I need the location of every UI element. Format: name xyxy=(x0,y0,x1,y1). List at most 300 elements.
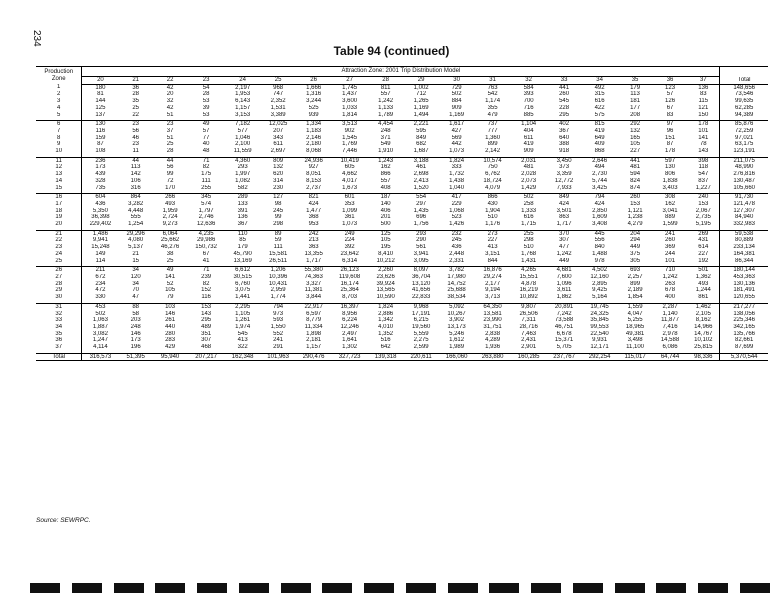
value-cell: 363 xyxy=(308,244,319,251)
row-total-cell: 211,075 xyxy=(720,157,768,164)
value-cell: 1,774 xyxy=(270,294,286,301)
value-cell: 1,426 xyxy=(449,221,465,228)
value-cell: 3,782 xyxy=(449,267,465,274)
column-header: 33 xyxy=(546,77,581,85)
value-cell: 48 xyxy=(202,148,210,155)
value-cell: 351 xyxy=(201,330,212,337)
value-cell: 4,079 xyxy=(485,184,501,191)
value-cell: 178 xyxy=(665,148,676,155)
column-total-cell: 207,217 xyxy=(187,353,225,361)
value-cell: 815 xyxy=(594,121,605,128)
value-cell: 273 xyxy=(487,230,498,237)
value-cell: 3,600 xyxy=(342,98,358,105)
value-cell: 248 xyxy=(130,323,141,330)
value-cell: 130 xyxy=(95,121,106,128)
value-cell: 7,311 xyxy=(521,317,536,324)
value-cell: 6,762 xyxy=(485,171,501,178)
value-cell: 5,350 xyxy=(92,207,108,214)
value-cell: 1,687 xyxy=(413,148,429,155)
value-cell: 4,080 xyxy=(128,237,144,244)
value-cell: 849 xyxy=(416,134,427,141)
value-cell: 2,287 xyxy=(662,303,678,310)
value-cell: 710 xyxy=(665,267,676,274)
value-cell: 203 xyxy=(130,317,141,324)
value-cell: 1,105 xyxy=(235,310,251,317)
value-cell: 328 xyxy=(95,177,106,184)
value-cell: 153 xyxy=(630,200,641,207)
value-cell: 501 xyxy=(698,267,709,274)
column-header: 32 xyxy=(511,77,546,85)
value-cell: 2,746 xyxy=(198,214,214,221)
value-cell: 289 xyxy=(237,194,248,201)
value-cell: 604 xyxy=(95,194,106,201)
value-cell: 3,403 xyxy=(662,184,678,191)
value-cell: 7,242 xyxy=(556,310,572,317)
value-cell: 2,275 xyxy=(413,337,429,344)
value-cell: 398 xyxy=(698,157,709,164)
value-cell: 8,779 xyxy=(306,317,322,324)
value-cell: 545 xyxy=(237,330,248,337)
column-header: 29 xyxy=(403,77,438,85)
value-cell: 5,137 xyxy=(128,244,144,251)
value-cell: 1,438 xyxy=(449,177,465,184)
value-cell: 2,100 xyxy=(235,141,251,148)
zone-cell: 18 xyxy=(36,208,82,215)
value-cell: 143 xyxy=(698,148,709,155)
value-cell: 11,381 xyxy=(304,287,323,294)
value-cell: 525 xyxy=(308,104,319,111)
value-cell: 56 xyxy=(132,127,140,134)
value-cell: 2,448 xyxy=(449,250,465,257)
table-row xyxy=(36,281,768,288)
value-cell: 2,260 xyxy=(378,267,394,274)
value-cell: 419 xyxy=(594,127,605,134)
value-cell: 307 xyxy=(559,237,570,244)
column-total-cell: 51,395 xyxy=(118,353,152,361)
value-cell: 295 xyxy=(201,317,212,324)
value-cell: 14,966 xyxy=(694,323,713,330)
value-cell: 3,041 xyxy=(662,207,678,214)
value-cell: 23 xyxy=(132,121,140,128)
value-cell: 15,248 xyxy=(91,244,110,251)
value-cell: 10,396 xyxy=(268,273,288,280)
value-cell: 419 xyxy=(523,141,534,148)
value-cell: 57 xyxy=(666,91,674,98)
value-cell: 28 xyxy=(166,148,174,155)
zone-cell: 33 xyxy=(36,317,82,324)
value-cell: 23,990 xyxy=(483,317,502,324)
value-cell: 201 xyxy=(380,214,391,221)
value-cell: 46,276 xyxy=(160,244,180,251)
total-header-spacer xyxy=(720,67,768,77)
value-cell: 207 xyxy=(273,127,284,134)
value-cell: 18,965 xyxy=(625,323,645,330)
zone-cell: 24 xyxy=(36,251,82,258)
value-cell: 968 xyxy=(273,84,284,91)
value-cell: 44 xyxy=(132,157,140,164)
value-cell: 204 xyxy=(630,230,641,237)
value-cell: 51 xyxy=(166,134,174,141)
value-cell: 367 xyxy=(237,221,248,228)
value-cell: 10,419 xyxy=(340,157,359,164)
value-cell: 36,398 xyxy=(91,214,110,221)
value-cell: 165 xyxy=(630,134,641,141)
value-cell: 1,334 xyxy=(306,121,322,128)
row-total-cell: 130,136 xyxy=(720,281,768,288)
column-header: 28 xyxy=(368,77,403,85)
value-cell: 1,342 xyxy=(378,317,394,324)
value-cell: 263 xyxy=(665,280,676,287)
value-cell: 693 xyxy=(630,267,641,274)
column-header: 23 xyxy=(187,77,225,85)
value-cell: 1,243 xyxy=(378,157,394,164)
value-cell: 413 xyxy=(237,337,248,344)
column-total-cell: 220,611 xyxy=(403,353,438,361)
value-cell: 375 xyxy=(630,250,641,257)
value-cell: 179 xyxy=(630,84,641,91)
zone-header-line2: Zone xyxy=(51,75,66,82)
value-cell: 162 xyxy=(665,200,676,207)
value-cell: 2,105 xyxy=(695,310,711,317)
value-cell: 12,171 xyxy=(590,344,609,351)
value-cell: 5,195 xyxy=(695,221,711,228)
value-cell: 811 xyxy=(380,84,391,91)
value-cell: 29,296 xyxy=(126,230,145,237)
value-cell: 9,931 xyxy=(592,337,608,344)
value-cell: 16,174 xyxy=(340,280,359,287)
value-cell: 1,609 xyxy=(592,214,608,221)
value-cell: 9,807 xyxy=(521,303,537,310)
row-total-cell: 453,363 xyxy=(720,274,768,281)
value-cell: 38 xyxy=(166,250,174,257)
value-cell: 314 xyxy=(273,177,284,184)
value-cell: 227 xyxy=(698,250,709,257)
value-cell: 196 xyxy=(130,344,141,351)
value-cell: 298 xyxy=(523,237,534,244)
row-total-cell: 73,546 xyxy=(720,91,768,98)
value-cell: 2,177 xyxy=(485,280,501,287)
value-cell: 3,941 xyxy=(413,250,429,257)
value-cell: 57 xyxy=(202,127,210,134)
value-cell: 132 xyxy=(630,127,641,134)
value-cell: 12,160 xyxy=(590,273,609,280)
value-cell: 1,096 xyxy=(556,280,572,287)
value-cell: 3,408 xyxy=(592,221,608,228)
value-cell: 557 xyxy=(380,177,391,184)
value-cell: 806 xyxy=(665,171,676,178)
value-cell: 1,431 xyxy=(521,257,537,264)
value-cell: 445 xyxy=(594,230,605,237)
value-cell: 162 xyxy=(380,164,391,171)
value-cell: 5,246 xyxy=(449,330,465,337)
table-row xyxy=(36,294,768,301)
table-row xyxy=(36,244,768,251)
value-cell: 556 xyxy=(594,237,605,244)
value-cell: 23,642 xyxy=(340,250,359,257)
value-cell: 1,242 xyxy=(556,250,572,257)
row-total-cell: 72,259 xyxy=(720,128,768,135)
value-cell: 4,662 xyxy=(342,171,358,178)
value-cell: 8,068 xyxy=(306,148,322,155)
value-cell: 750 xyxy=(487,164,498,171)
value-cell: 49,381 xyxy=(625,330,645,337)
column-total-cell: 115,017 xyxy=(617,353,652,361)
value-cell: 3,095 xyxy=(413,257,429,264)
value-cell: 1,715 xyxy=(521,221,537,228)
value-cell: 32 xyxy=(166,98,174,105)
value-cell: 574 xyxy=(201,200,212,207)
value-cell: 1,936 xyxy=(485,344,501,351)
value-cell: 10,574 xyxy=(483,157,502,164)
row-total-cell: 84,940 xyxy=(720,214,768,221)
value-cell: 25,815 xyxy=(694,344,713,351)
value-cell: 2,431 xyxy=(521,337,537,344)
value-cell: 2,698 xyxy=(413,171,429,178)
value-cell: 39,924 xyxy=(376,280,395,287)
column-header: 34 xyxy=(582,77,617,85)
value-cell: 909 xyxy=(451,104,462,111)
value-cell: 889 xyxy=(665,214,676,221)
value-cell: 472 xyxy=(95,287,106,294)
value-cell: 10,431 xyxy=(268,280,288,287)
value-cell: 370 xyxy=(559,230,570,237)
value-cell: 6,597 xyxy=(306,310,322,317)
value-cell: 1,717 xyxy=(306,257,322,264)
row-total-cell: 127,307 xyxy=(720,208,768,215)
table-row xyxy=(36,201,768,208)
value-cell: 11,334 xyxy=(304,323,323,330)
value-cell: 113 xyxy=(630,91,640,98)
value-cell: 489 xyxy=(201,323,212,330)
value-cell: 258 xyxy=(523,200,534,207)
value-cell: 136 xyxy=(237,214,248,221)
value-cell: 73,588 xyxy=(554,317,574,324)
value-cell: 1,494 xyxy=(413,111,429,118)
value-cell: 34 xyxy=(132,267,140,274)
table-row xyxy=(36,237,768,244)
value-cell: 502 xyxy=(451,91,462,98)
value-cell: 293 xyxy=(416,230,427,237)
zone-cell: 6 xyxy=(36,121,82,128)
value-cell: 1,121 xyxy=(627,207,643,214)
value-cell: 308 xyxy=(665,194,676,201)
value-cell: 67 xyxy=(666,104,674,111)
value-cell: 1,989 xyxy=(449,344,465,351)
value-cell: 178 xyxy=(698,121,709,128)
value-cell: 481 xyxy=(523,164,534,171)
value-cell: 295 xyxy=(559,111,570,118)
value-cell: 89 xyxy=(274,230,282,237)
table-row xyxy=(36,317,768,324)
column-total-cell: 292,254 xyxy=(582,353,617,361)
value-cell: 59 xyxy=(274,237,282,244)
value-cell: 17,980 xyxy=(447,273,466,280)
value-cell: 555 xyxy=(130,214,141,221)
value-cell: 241 xyxy=(273,337,284,344)
value-cell: 13,565 xyxy=(376,287,395,294)
value-cell: 260 xyxy=(559,91,570,98)
value-cell: 1,824 xyxy=(449,157,465,164)
value-cell: 1,206 xyxy=(270,267,286,274)
row-total-cell: 99,635 xyxy=(720,98,768,105)
value-cell: 1,666 xyxy=(306,84,322,91)
value-cell: 2,146 xyxy=(306,134,322,141)
value-cell: 20,891 xyxy=(554,303,574,310)
value-cell: 640 xyxy=(559,134,570,141)
value-cell: 12,636 xyxy=(196,221,216,228)
value-cell: 261 xyxy=(165,317,176,324)
value-cell: 601 xyxy=(344,194,355,201)
value-cell: 1,838 xyxy=(662,177,678,184)
value-cell: 502 xyxy=(95,310,106,317)
value-cell: 824 xyxy=(630,177,641,184)
value-cell: 10,590 xyxy=(376,294,395,301)
value-cell: 355 xyxy=(487,104,498,111)
value-cell: 153 xyxy=(201,303,212,310)
column-header: 25 xyxy=(260,77,295,85)
value-cell: 1,488 xyxy=(592,250,608,257)
value-cell: 4,681 xyxy=(556,267,572,274)
value-cell: 74,363 xyxy=(304,273,323,280)
value-cell: 1,789 xyxy=(378,111,394,118)
value-cell: 642 xyxy=(380,344,391,351)
value-cell: 516 xyxy=(380,337,391,344)
zone-cell: 36 xyxy=(36,337,82,344)
zone-cell: 2 xyxy=(36,91,82,98)
zone-cell: 23 xyxy=(36,244,82,251)
value-cell: 440 xyxy=(165,323,176,330)
column-header: 30 xyxy=(439,77,474,85)
value-cell: 493 xyxy=(165,200,176,207)
value-cell: 4,502 xyxy=(592,267,608,274)
value-cell: 116 xyxy=(201,294,211,301)
value-cell: 6,760 xyxy=(235,280,251,287)
value-cell: 39 xyxy=(202,104,210,111)
value-cell: 283 xyxy=(165,337,176,344)
value-cell: 146 xyxy=(165,310,176,317)
value-cell: 1,033 xyxy=(342,104,358,111)
value-cell: 152 xyxy=(201,287,212,294)
value-cell: 316 xyxy=(130,184,141,191)
value-cell: 29,986 xyxy=(196,237,216,244)
value-cell: 1,732 xyxy=(449,171,465,178)
column-header: 37 xyxy=(687,77,720,85)
row-total-cell: 97,021 xyxy=(720,135,768,142)
value-cell: 1,997 xyxy=(235,171,251,178)
value-cell: 611 xyxy=(273,141,283,148)
value-cell: 442 xyxy=(451,141,462,148)
value-cell: 58 xyxy=(132,310,140,317)
value-cell: 13,173 xyxy=(447,323,466,330)
value-cell: 40 xyxy=(202,141,210,148)
value-cell: 584 xyxy=(523,84,534,91)
zone-cell: 7 xyxy=(36,128,82,135)
value-cell: 14,588 xyxy=(660,337,680,344)
value-cell: 142 xyxy=(130,171,141,178)
value-cell: 31,751 xyxy=(483,323,502,330)
value-cell: 23 xyxy=(132,141,140,148)
value-cell: 1,265 xyxy=(413,98,429,105)
value-cell: 125 xyxy=(380,230,391,237)
value-cell: 1,612 xyxy=(449,337,465,344)
value-cell: 1,242 xyxy=(378,98,394,105)
table-row xyxy=(36,141,768,148)
value-cell: 35 xyxy=(132,98,140,105)
value-cell: 500 xyxy=(380,221,391,228)
value-cell: 1,063 xyxy=(92,317,108,324)
column-header: 31 xyxy=(474,77,511,85)
value-cell: 1,953 xyxy=(235,91,251,98)
row-total-cell: 121,478 xyxy=(720,201,768,208)
value-cell: 1,599 xyxy=(662,221,678,228)
column-total-cell: 64,744 xyxy=(653,353,687,361)
value-cell: 4,454 xyxy=(378,121,394,128)
value-cell: 141 xyxy=(165,273,176,280)
value-cell: 21 xyxy=(132,250,140,257)
value-cell: 1,242 xyxy=(662,273,678,280)
value-cell: 840 xyxy=(594,244,605,251)
value-cell: 1,140 xyxy=(662,310,678,317)
value-cell: 11 xyxy=(132,148,139,155)
value-cell: 108 xyxy=(95,148,106,155)
value-cell: 307 xyxy=(201,337,212,344)
value-cell: 7,933 xyxy=(556,184,572,191)
value-cell: 561 xyxy=(416,244,427,251)
column-total-cell: 98,336 xyxy=(687,353,720,361)
value-cell: 52 xyxy=(166,280,174,287)
value-cell: 2,599 xyxy=(413,344,429,351)
value-cell: 367 xyxy=(559,127,570,134)
value-cell: 8,051 xyxy=(306,171,322,178)
value-cell: 14,767 xyxy=(694,330,713,337)
table-row xyxy=(36,331,768,338)
value-cell: 192 xyxy=(698,257,709,264)
value-cell: 1,002 xyxy=(413,84,429,91)
value-cell: 3,450 xyxy=(556,157,572,164)
value-cell: 30,515 xyxy=(233,273,252,280)
zone-cell: 27 xyxy=(36,274,82,281)
value-cell: 71 xyxy=(202,157,210,164)
value-cell: 78 xyxy=(699,141,707,148)
table-row xyxy=(36,311,768,318)
zone-cell: 8 xyxy=(36,135,82,142)
value-cell: 3,153 xyxy=(235,111,251,118)
value-cell: 3,498 xyxy=(627,337,643,344)
value-cell: 2,413 xyxy=(413,177,429,184)
value-cell: 5,559 xyxy=(413,330,429,337)
value-cell: 49 xyxy=(202,121,210,128)
row-total-cell: 225,346 xyxy=(720,317,768,324)
value-cell: 114 xyxy=(95,257,106,264)
value-cell: 597 xyxy=(665,157,676,164)
value-cell: 98 xyxy=(274,200,282,207)
value-cell: 44 xyxy=(166,157,174,164)
value-cell: 424 xyxy=(308,200,319,207)
value-cell: 1,769 xyxy=(342,141,358,148)
value-cell: 28 xyxy=(132,91,140,98)
column-header: 27 xyxy=(331,77,368,85)
zone-cell: 17 xyxy=(36,201,82,208)
table-row xyxy=(36,221,768,228)
value-cell: 4,114 xyxy=(93,344,108,351)
row-total-cell: 85,876 xyxy=(720,121,768,128)
row-total-cell: 80,889 xyxy=(720,237,768,244)
value-cell: 211 xyxy=(95,267,106,274)
value-cell: 9,273 xyxy=(162,221,178,228)
column-total-cell: 327,723 xyxy=(331,353,368,361)
value-cell: 103 xyxy=(165,303,176,310)
value-cell: 373 xyxy=(559,164,570,171)
